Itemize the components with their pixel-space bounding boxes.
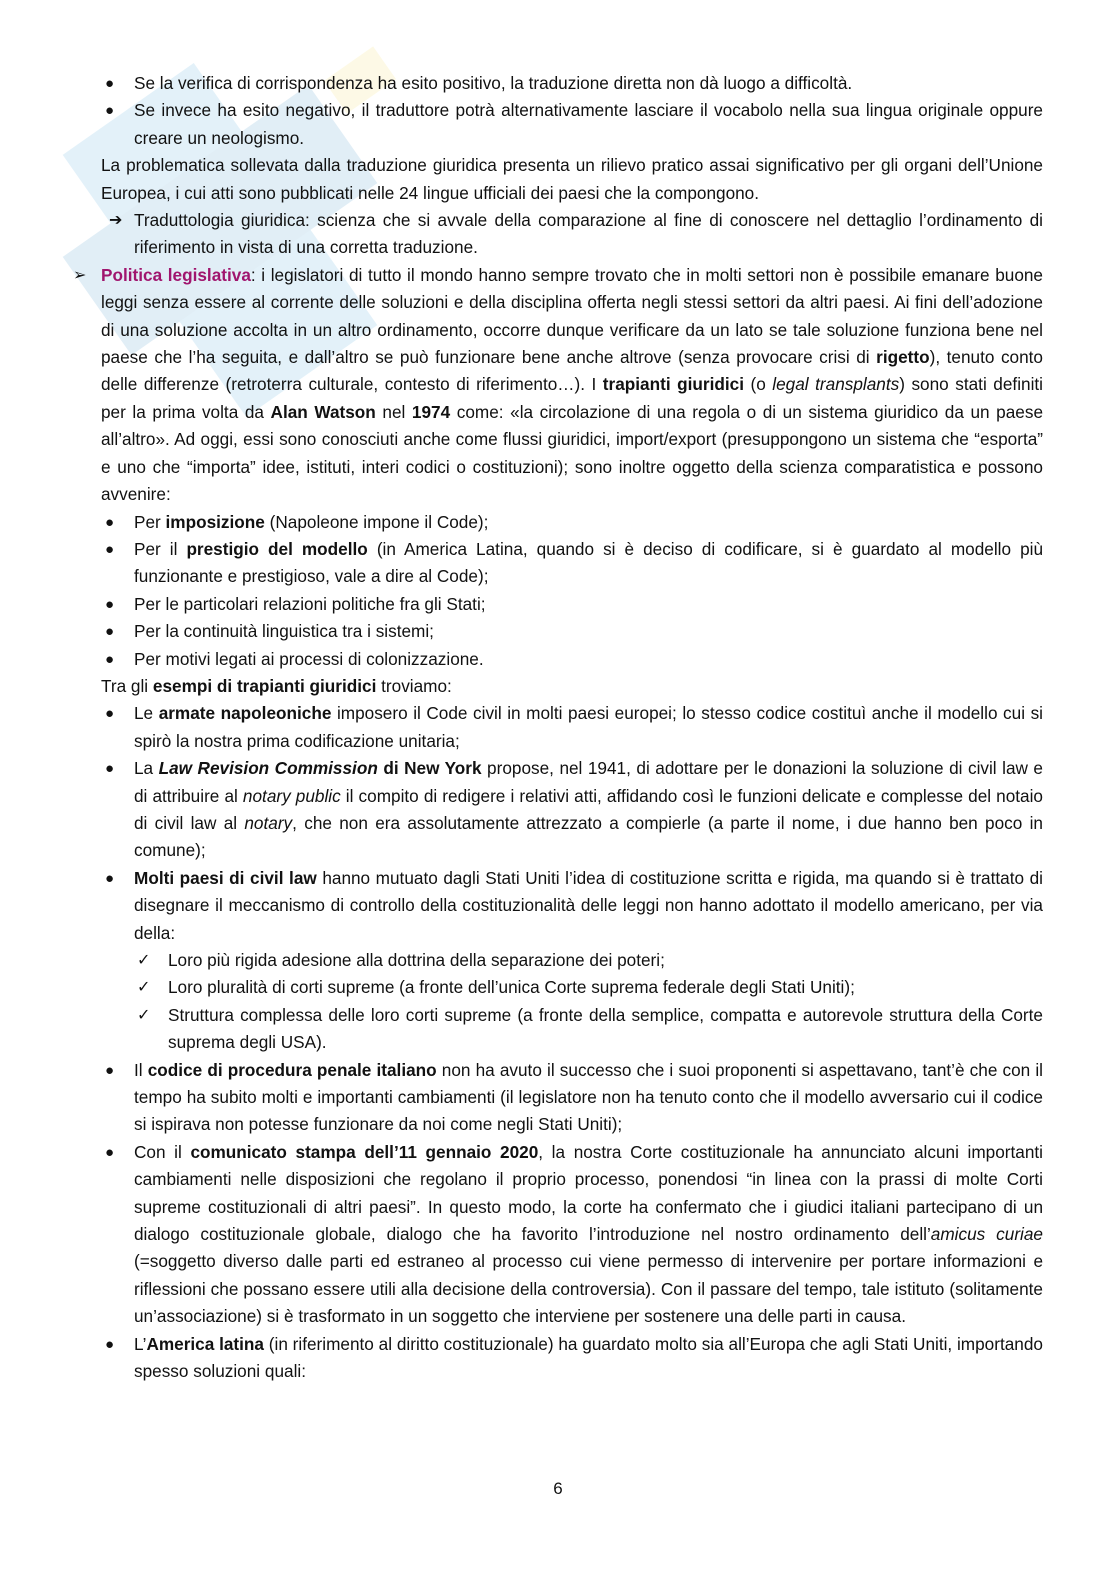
bullet-icon: ● [105, 1061, 115, 1079]
bullet-icon: ● [105, 513, 115, 531]
bullet-icon: ● [105, 705, 115, 723]
arrow-right-icon: ➔ [109, 212, 123, 230]
check-item: ✓ Loro più rigida adesione alla dottrina della separazione dei poteri; [101, 947, 1043, 974]
list-item: ● Molti paesi di civil law hanno mutuato dagli Stati Uniti l’idea di costituzione scritta e rigida, ma quando si è trattato di disegnare il meccanismo di controllo della costituzionalità delle leggi non hanno adottato il modello americano, per via della: [101, 865, 1043, 947]
paragraph-ue: La problematica sollevata dalla traduzione giuridica presenta un rilievo pratico assai significativo per gli organi dell’Unione Europea, i cui atti sono pubblicati nelle 24 lingue ufficiali dei paesi che la compongono. [101, 155, 1043, 203]
list-item: ● Per imposizione (Napoleone impone il Code); [101, 509, 1043, 536]
list-item: ● Se invece ha esito negativo, il traduttore potrà alternativamente lasciare il vocabolo nella sua lingua originale oppure creare un neologismo. [101, 97, 1043, 152]
bullet-icon: ● [105, 1335, 115, 1353]
bullet-icon: ● [105, 540, 115, 558]
list-item: ● Per la continuità linguistica tra i sistemi; [101, 618, 1043, 645]
list-item: ● Se la verifica di corrispondenza ha esito positivo, la traduzione diretta non dà luogo a difficoltà. [101, 70, 1043, 97]
bullet-icon: ● [105, 760, 115, 778]
check-item: ✓ Loro pluralità di corti supreme (a fronte dell’unica Corte suprema federale degli Stati Uniti); [101, 974, 1043, 1001]
bullet-icon: ● [105, 623, 115, 641]
section-heading: Politica legislativa [101, 264, 251, 285]
list-item: ● Il codice di procedura penale italiano non ha avuto il successo che i suoi proponenti si aspettavano, tant’è che con il tempo ha subito molti e importanti cambiamenti (il legislatore non ha tenuto conto che il modello avversario cui il codice si ispirava non potesse funzionare da noi come negli Stati Uniti); [101, 1057, 1043, 1139]
list-item: ● Per motivi legati ai processi di colonizzazione. [101, 646, 1043, 673]
check-item: ✓ Struttura complessa delle loro corti supreme (a fronte della semplice, compatta e autorevole struttura della Corte suprema degli USA). [101, 1002, 1043, 1057]
bullet-icon: ● [105, 595, 115, 613]
section-politica-legislativa: ➢ Politica legislativa: i legislatori di tutto il mondo hanno sempre trovato che in molti settori non è possibile emanare buone leggi senza essere al corrente delle soluzioni e della disciplina offerta negli stessi settori da altri paesi. Ai fini dell’adozione di una soluzione accolta in un altro ordinamento, occorre dunque verificare da un lato se tale soluzione funziona bene nel paese che l’ha seguita, e dall’altro se può funzionare bene anche altrove (senza provocare crisi di rigetto), tenuto conto delle differenze (retroterra culturale, contesto di riferimento…). I trapianti giuridici (o legal transplants) sono stati definiti per la prima volta da Alan Watson nel 1974 come: «la circolazione di una regola o di un sistema giuridico da un paese all’altro». Ad oggi, essi sono conosciuti anche come flussi giuridici, import/export (presuppongono un sistema che “esporta” e uno che “importa” idee, istituti, interi codici o costituzioni); sono inoltre oggetto della scienza comparatistica e possono avvenire: [73, 262, 1043, 509]
bullet-icon: ● [105, 869, 115, 887]
list-item: ● La Law Revision Commission di New York propose, nel 1941, di adottare per le donazioni la soluzione di civil law e di attribuire al notary public il compito di redigere i relativi atti, affidando così le funzioni delicate e complesse del notaio di civil law al notary, che non era assolutamente attrezzato a compierle (a parte il nome, i due hanno ben poco in comune); [101, 755, 1043, 865]
list-item: ● Per il prestigio del modello (in America Latina, quando si è deciso di codificare, si è guardato al modello più funzionante e prestigioso, vale a dire al Code); [101, 536, 1043, 591]
check-icon: ✓ [137, 979, 151, 997]
list-item: ● Per le particolari relazioni politiche fra gli Stati; [101, 591, 1043, 618]
bullet-icon: ● [105, 650, 115, 668]
page-number: 6 [553, 1479, 563, 1498]
bullet-icon: ● [105, 75, 115, 92]
list-item: ● L’America latina (in riferimento al diritto costituzionale) ha guardato molto sia all’Europa che agli Stati Uniti, importando spesso soluzioni quali: [101, 1331, 1043, 1386]
list-item: ● Con il comunicato stampa dell’11 gennaio 2020, la nostra Corte costituzionale ha annunciato alcuni importanti cambiamenti nelle disposizioni che regolano il proprio processo, ponendosi “in linea con la prassi di molte Corti supreme costituzionali di altri paesi”. In questo modo, la corte ha confermato che i giudici italiani partecipano di un dialogo costituzionale globale, dialogo che ha favorito l’introduzione nel nostro ordinamento dell’amicus curiae (=soggetto diverso dalle parti ed estraneo al processo cui viene permesso di intervenire per portare informazioni e riflessioni che possano essere utili alla decisione della controversia). Con il passare del tempo, tale istituto (solitamente un’associazione) si è trasformato in un soggetto che interviene per sostenere una delle parti in causa. [101, 1139, 1043, 1331]
check-icon: ✓ [137, 952, 151, 969]
paragraph-esempi: Tra gli esempi di trapianti giuridici troviamo: [101, 675, 452, 696]
bullet-icon: ● [105, 1143, 115, 1161]
arrowhead-bullet-icon: ➢ [73, 266, 87, 284]
check-icon: ✓ [137, 1006, 151, 1024]
list-item: ● Le armate napoleoniche imposero il Code civil in molti paesi europei; lo stesso codice costituì anche il modello cui si spirò la nostra prima codificazione unitaria; [101, 700, 1043, 755]
arrow-item: ➔ Traduttologia giuridica: scienza che si avvale della comparazione al fine di conoscere nel dettaglio l’ordinamento di riferimento in vista di una corretta traduzione. [101, 207, 1043, 262]
bullet-icon: ● [105, 102, 115, 120]
document-page [73, 70, 1044, 1386]
